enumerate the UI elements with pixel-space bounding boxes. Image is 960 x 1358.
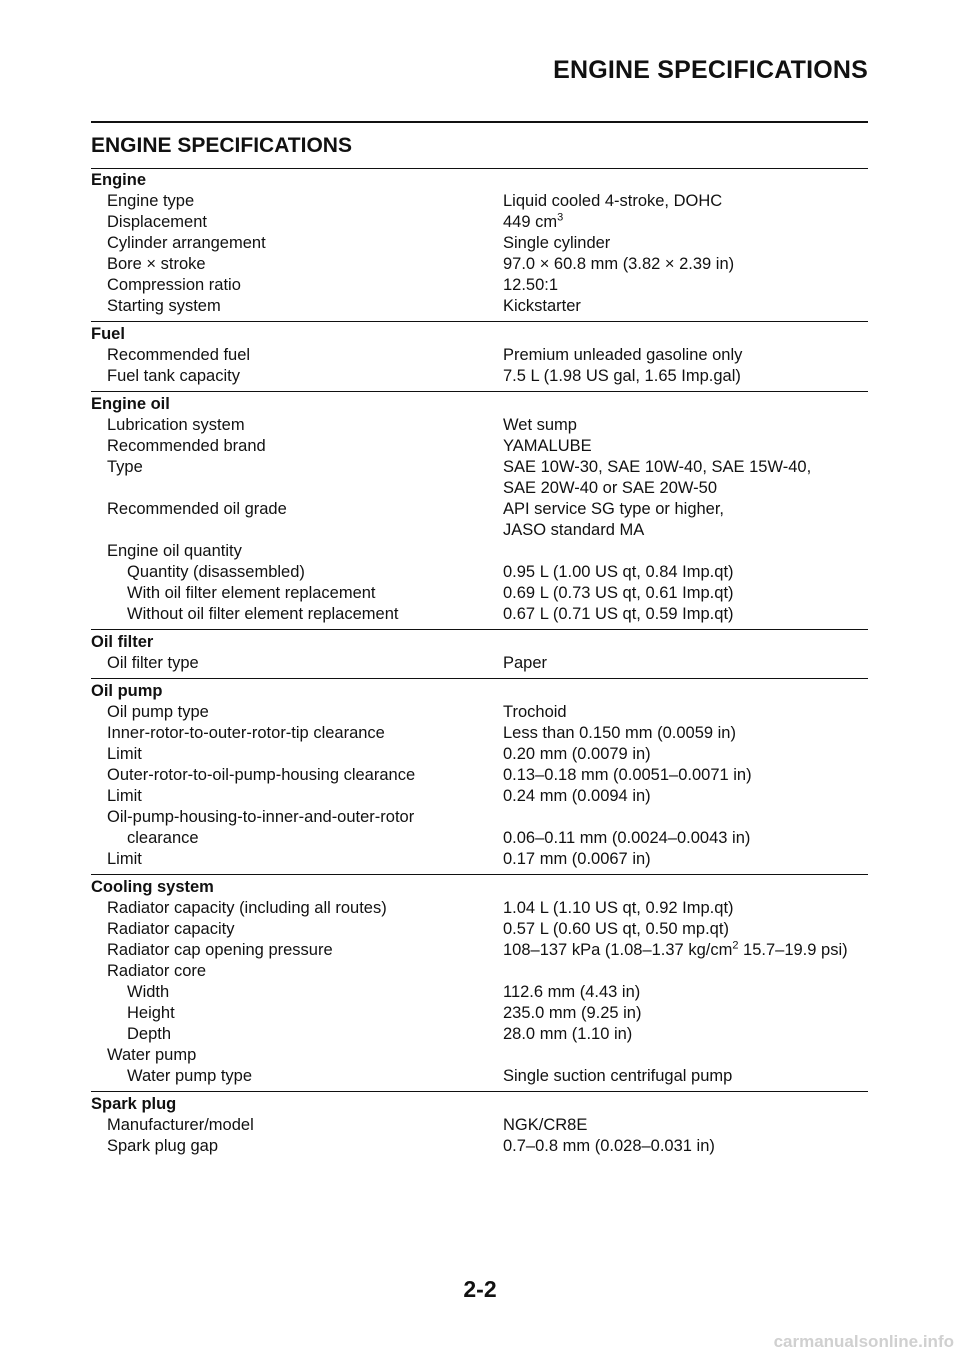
spec-value-line xyxy=(503,254,734,275)
spec-row xyxy=(91,415,868,436)
spec-label: Engine oil quantity xyxy=(107,542,242,560)
spec-row xyxy=(91,233,868,254)
spec-label: Compression ratio xyxy=(107,276,241,294)
spec-value xyxy=(503,1003,641,1024)
spec-section xyxy=(91,681,868,875)
spec-row xyxy=(91,436,868,457)
page-number: 2-2 xyxy=(463,1276,497,1302)
spec-value-text: 28.0 mm (1.10 in) xyxy=(503,1025,633,1043)
spec-value-line xyxy=(503,723,736,744)
spec-row xyxy=(91,1066,868,1087)
spec-row xyxy=(91,1003,868,1024)
spec-value-line xyxy=(503,212,563,233)
spec-value-line xyxy=(503,499,724,520)
watermark: carmanualsonline.info xyxy=(773,1332,954,1351)
spec-value-line xyxy=(503,1115,587,1136)
spec-value-line xyxy=(503,849,651,870)
spec-row xyxy=(91,898,868,919)
spec-value xyxy=(503,1115,587,1136)
spec-value xyxy=(503,296,581,317)
spec-value-text: Premium unleaded gasoline only xyxy=(503,346,743,364)
spec-row xyxy=(91,275,868,296)
section-heading: Oil filter xyxy=(91,633,154,651)
spec-value-text: SAE 10W-30, SAE 10W-40, SAE 15W-40, xyxy=(503,458,812,476)
spec-row xyxy=(91,212,868,233)
spec-value xyxy=(503,744,651,765)
spec-value-text: 0.7–0.8 mm (0.028–0.031 in) xyxy=(503,1137,715,1155)
spec-value-text: Trochoid xyxy=(503,703,567,721)
spec-value xyxy=(503,583,734,604)
spec-label: Oil pump type xyxy=(107,703,209,721)
section-heading: Spark plug xyxy=(91,1095,177,1113)
spec-value-line-2: SAE 20W-40 or SAE 20W-50 xyxy=(503,479,717,497)
spec-row xyxy=(91,1024,868,1045)
spec-value xyxy=(503,653,547,674)
spec-row xyxy=(91,604,868,625)
spec-value-line xyxy=(503,275,558,296)
spec-row xyxy=(91,765,868,786)
spec-row xyxy=(91,1136,868,1157)
spec-value xyxy=(503,1066,732,1087)
spec-value xyxy=(503,786,651,807)
spec-value-tail: 15.7–19.9 psi) xyxy=(738,941,848,959)
spec-row xyxy=(91,296,868,317)
section-heading: Oil pump xyxy=(91,682,163,700)
spec-value-text: 97.0 × 60.8 mm (3.82 × 2.39 in) xyxy=(503,255,735,273)
spec-value-text: Kickstarter xyxy=(503,297,581,315)
spec-value-text: 12.50:1 xyxy=(503,276,559,294)
spec-value xyxy=(503,1024,632,1045)
spec-value-text: NGK/CR8E xyxy=(503,1116,588,1134)
spec-row xyxy=(91,786,868,807)
spec-value xyxy=(503,457,811,499)
spec-row xyxy=(91,1045,868,1066)
spec-label: Limit xyxy=(107,787,142,805)
spec-value-line xyxy=(503,1003,641,1024)
spec-value-text: Single cylinder xyxy=(503,234,611,252)
spec-value xyxy=(503,723,736,744)
spec-value-line xyxy=(503,1066,732,1087)
spec-row xyxy=(91,345,868,366)
spec-value-text: 0.06–0.11 mm (0.0024–0.0043 in) xyxy=(503,829,751,847)
spec-section xyxy=(91,324,868,392)
spec-value-text: API service SG type or higher, xyxy=(503,500,725,518)
spec-label: Displacement xyxy=(107,213,207,231)
spec-value-line xyxy=(503,940,848,961)
spec-section xyxy=(91,632,868,679)
spec-value xyxy=(503,275,558,296)
spec-value-line xyxy=(503,702,567,723)
spec-label: Oil-pump-housing-to-inner-and-outer-rotor xyxy=(107,808,415,826)
spec-value-text: 1.04 L (1.10 US qt, 0.92 Imp.qt) xyxy=(503,899,734,917)
spec-label: With oil filter element replacement xyxy=(127,584,376,602)
spec-value-line xyxy=(503,1136,715,1157)
spec-value-text: 0.57 L (0.60 US qt, 0.50 mp.qt) xyxy=(503,920,729,938)
spec-row xyxy=(91,583,868,604)
spec-value-line xyxy=(503,415,577,436)
spec-value-text: 0.20 mm (0.0079 in) xyxy=(503,745,651,763)
spec-value-text: Wet sump xyxy=(503,416,577,434)
spec-value-line xyxy=(503,1024,632,1045)
spec-row xyxy=(91,366,868,387)
spec-row xyxy=(91,191,868,212)
spec-label: Fuel tank capacity xyxy=(107,367,240,385)
spec-label: Without oil filter element replacement xyxy=(127,605,399,623)
spec-value xyxy=(503,919,729,940)
spec-row xyxy=(91,849,868,870)
spec-label: Quantity (disassembled) xyxy=(127,563,305,581)
spec-row xyxy=(91,961,868,982)
spec-value xyxy=(503,765,752,786)
spec-value-text: Paper xyxy=(503,654,548,672)
spec-label: Starting system xyxy=(107,297,221,315)
spec-value-line xyxy=(503,653,547,674)
spec-value-text: 449 cm xyxy=(503,213,558,231)
spec-row xyxy=(91,457,868,499)
spec-value xyxy=(503,436,592,457)
section-heading: Fuel xyxy=(91,325,125,343)
spec-value xyxy=(503,233,610,254)
spec-value-line xyxy=(503,828,750,849)
spec-label: Engine type xyxy=(107,192,195,210)
spec-value xyxy=(503,499,724,541)
spec-value-text: 112.6 mm (4.43 in) xyxy=(503,983,641,1001)
spec-row xyxy=(91,982,868,1003)
spec-section xyxy=(91,877,868,1092)
spec-row xyxy=(91,919,868,940)
spec-section xyxy=(91,170,868,322)
spec-value xyxy=(503,254,734,275)
spec-value-text: Single suction centrifugal pump xyxy=(503,1067,733,1085)
spec-row xyxy=(91,1115,868,1136)
spec-value-line xyxy=(503,898,734,919)
spec-value xyxy=(503,191,722,212)
spec-label: Limit xyxy=(107,745,142,763)
spec-label: Limit xyxy=(107,850,142,868)
spec-value-text: 0.17 mm (0.0067 in) xyxy=(503,850,651,868)
spec-value-text: 0.67 L (0.71 US qt, 0.59 Imp.qt) xyxy=(503,605,734,623)
spec-label: Lubrication system xyxy=(107,416,245,434)
unit-superscript: 3 xyxy=(557,211,564,224)
spec-value-line xyxy=(503,436,592,457)
spec-label: Water pump xyxy=(107,1046,197,1064)
spec-value-line xyxy=(503,583,734,604)
spec-label: Type xyxy=(107,458,143,476)
spec-value xyxy=(503,415,577,436)
spec-row xyxy=(91,653,868,674)
spec-value xyxy=(503,849,651,870)
spec-row xyxy=(91,702,868,723)
page-title: ENGINE SPECIFICATIONS xyxy=(91,134,352,157)
spec-value-line xyxy=(503,744,651,765)
spec-label: Radiator cap opening pressure xyxy=(107,941,333,959)
spec-value xyxy=(503,982,640,1003)
spec-section xyxy=(91,1094,868,1161)
spec-section xyxy=(91,394,868,630)
spec-label: Inner-rotor-to-outer-rotor-tip clearance xyxy=(107,724,385,742)
spec-row xyxy=(91,744,868,765)
section-heading: Engine oil xyxy=(91,395,170,413)
spec-value-text: 0.95 L (1.00 US qt, 0.84 Imp.qt) xyxy=(503,563,734,581)
spec-value-line xyxy=(503,191,722,212)
spec-row xyxy=(91,807,868,828)
spec-row xyxy=(91,562,868,583)
spec-value-line xyxy=(503,233,610,254)
spec-label: Outer-rotor-to-oil-pump-housing clearance xyxy=(107,766,416,784)
spec-label: Width xyxy=(127,983,170,1001)
spec-value-line xyxy=(503,345,742,366)
spec-value-line xyxy=(503,765,752,786)
spec-value xyxy=(503,898,734,919)
spec-label: Recommended oil grade xyxy=(107,500,287,518)
spec-label: Water pump type xyxy=(127,1067,253,1085)
spec-value-text: 0.24 mm (0.0094 in) xyxy=(503,787,651,805)
spec-value-line xyxy=(503,982,640,1003)
spec-label: Cylinder arrangement xyxy=(107,234,266,252)
spec-label: Height xyxy=(127,1004,175,1022)
title-rule xyxy=(91,168,868,169)
spec-label: Radiator capacity xyxy=(107,920,235,938)
spec-row xyxy=(91,828,868,849)
spec-value-text: Liquid cooled 4-stroke, DOHC xyxy=(503,192,723,210)
spec-value-line xyxy=(503,366,741,387)
section-heading: Cooling system xyxy=(91,878,214,896)
spec-label: Spark plug gap xyxy=(107,1137,218,1155)
spec-value xyxy=(503,212,563,233)
spec-value xyxy=(503,702,567,723)
spec-value-line xyxy=(503,457,811,478)
spec-value xyxy=(503,828,750,849)
spec-label: Depth xyxy=(127,1025,172,1043)
spec-value xyxy=(503,1136,715,1157)
spec-table xyxy=(91,170,868,1163)
spec-label: Bore × stroke xyxy=(107,255,206,273)
spec-label: Recommended brand xyxy=(107,437,266,455)
spec-value-text: Less than 0.150 mm (0.0059 in) xyxy=(503,724,736,742)
spec-value-line xyxy=(503,604,734,625)
spec-value-text: 0.69 L (0.73 US qt, 0.61 Imp.qt) xyxy=(503,584,734,602)
spec-value xyxy=(503,562,734,583)
spec-row xyxy=(91,254,868,275)
spec-value-line xyxy=(503,786,651,807)
spec-value xyxy=(503,940,848,961)
spec-value-line xyxy=(503,919,729,940)
spec-value-text: 0.13–0.18 mm (0.0051–0.0071 in) xyxy=(503,766,752,784)
running-header: ENGINE SPECIFICATIONS xyxy=(553,56,868,84)
spec-row xyxy=(91,499,868,541)
spec-row xyxy=(91,940,868,961)
spec-label: Recommended fuel xyxy=(107,346,251,364)
spec-row xyxy=(91,541,868,562)
spec-value xyxy=(503,345,742,366)
spec-value-line xyxy=(503,296,581,317)
spec-value xyxy=(503,604,734,625)
spec-label: Manufacturer/model xyxy=(107,1116,254,1134)
spec-value-line-2: JASO standard MA xyxy=(503,521,645,539)
section-heading: Engine xyxy=(91,171,147,189)
spec-label: Radiator core xyxy=(107,962,207,980)
spec-value xyxy=(503,366,741,387)
header-rule xyxy=(91,121,868,123)
spec-label: clearance xyxy=(127,829,199,847)
spec-label: Oil filter type xyxy=(107,654,199,672)
unit-superscript: 2 xyxy=(732,939,739,952)
spec-value-text: 7.5 L (1.98 US gal, 1.65 Imp.gal) xyxy=(503,367,741,385)
spec-label: Radiator capacity (including all routes) xyxy=(107,899,387,917)
spec-value-text: 235.0 mm (9.25 in) xyxy=(503,1004,642,1022)
spec-value-text: YAMALUBE xyxy=(503,437,592,455)
spec-value-text: 108–137 kPa (1.08–1.37 kg/cm xyxy=(503,941,733,959)
spec-value-line xyxy=(503,562,734,583)
spec-row xyxy=(91,723,868,744)
